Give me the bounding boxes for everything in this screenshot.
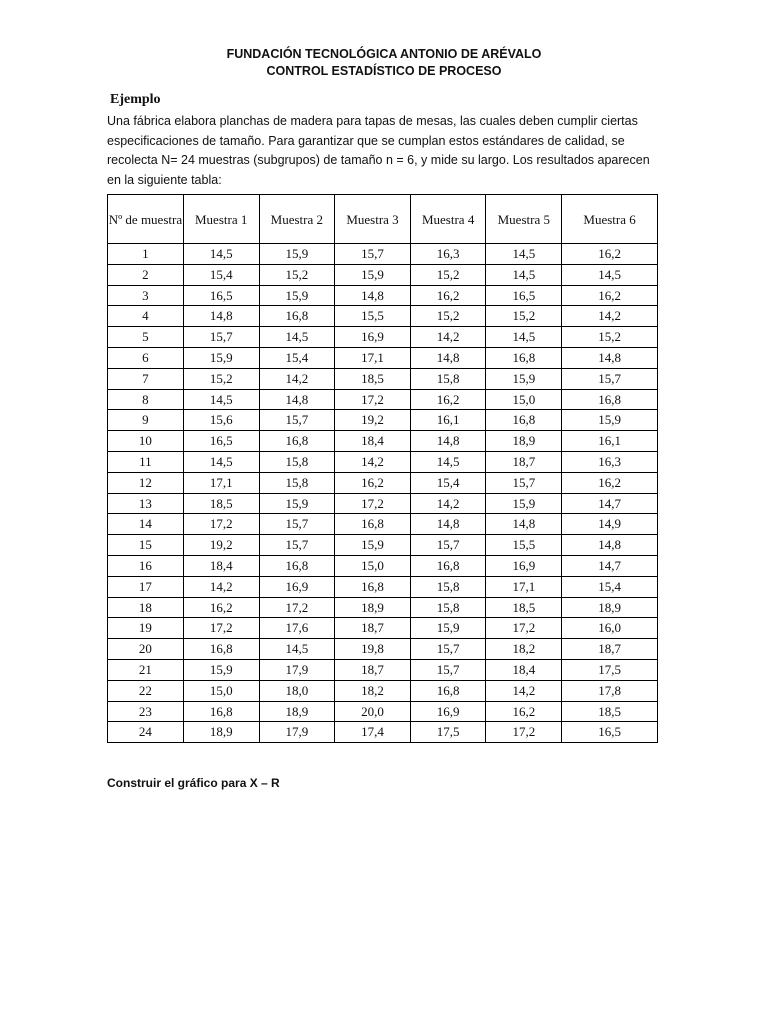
sample-number-cell: 1	[108, 244, 184, 265]
sample-number-cell: 4	[108, 306, 184, 327]
sample-number-cell: 24	[108, 722, 184, 743]
measurement-cell: 14,8	[259, 389, 335, 410]
measurement-cell: 17,9	[259, 722, 335, 743]
measurement-cell: 16,8	[562, 389, 658, 410]
measurement-cell: 14,7	[562, 555, 658, 576]
measurement-cell: 14,2	[183, 576, 259, 597]
column-header-muestra-3: Muestra 3	[335, 195, 411, 244]
measurement-cell: 17,1	[183, 472, 259, 493]
measurement-cell: 19,2	[183, 535, 259, 556]
samples-table	[107, 194, 658, 743]
table-row	[108, 472, 658, 493]
measurement-cell: 15,7	[410, 535, 486, 556]
measurement-cell: 17,2	[335, 389, 411, 410]
measurement-cell: 16,2	[562, 244, 658, 265]
measurement-cell: 16,8	[410, 555, 486, 576]
measurement-cell: 18,7	[486, 451, 562, 472]
section-title: Ejemplo	[110, 92, 161, 107]
measurement-cell: 15,8	[410, 576, 486, 597]
table-row	[108, 639, 658, 660]
measurement-cell: 15,8	[259, 472, 335, 493]
measurement-cell: 15,7	[562, 368, 658, 389]
measurement-cell: 16,1	[410, 410, 486, 431]
measurement-cell: 14,9	[562, 514, 658, 535]
sample-number-cell: 11	[108, 451, 184, 472]
sample-number-cell: 14	[108, 514, 184, 535]
measurement-cell: 14,2	[259, 368, 335, 389]
table-header-row	[108, 195, 658, 244]
measurement-cell: 18,9	[486, 431, 562, 452]
measurement-cell: 15,9	[562, 410, 658, 431]
measurement-cell: 16,1	[562, 431, 658, 452]
measurement-cell: 16,5	[183, 285, 259, 306]
column-header-muestra-1: Muestra 1	[183, 195, 259, 244]
sample-number-cell: 12	[108, 472, 184, 493]
sample-number-cell: 13	[108, 493, 184, 514]
table-row	[108, 514, 658, 535]
measurement-cell: 15,9	[183, 347, 259, 368]
sample-number-cell: 16	[108, 555, 184, 576]
measurement-cell: 14,5	[486, 264, 562, 285]
table-row	[108, 451, 658, 472]
measurement-cell: 18,7	[562, 639, 658, 660]
column-header-sample-number: Nº de muestra	[108, 195, 184, 244]
measurement-cell: 15,2	[486, 306, 562, 327]
measurement-cell: 15,9	[259, 493, 335, 514]
measurement-cell: 15,0	[486, 389, 562, 410]
document-header	[0, 46, 768, 80]
measurement-cell: 15,4	[183, 264, 259, 285]
measurement-cell: 19,2	[335, 410, 411, 431]
measurement-cell: 16,2	[183, 597, 259, 618]
measurement-cell: 18,9	[335, 597, 411, 618]
measurement-cell: 14,5	[486, 327, 562, 348]
measurement-cell: 15,2	[410, 306, 486, 327]
measurement-cell: 15,9	[183, 659, 259, 680]
measurement-cell: 17,9	[259, 659, 335, 680]
institution-name: FUNDACIÓN TECNOLÓGICA ANTONIO DE ARÉVALO	[226, 47, 542, 61]
measurement-cell: 15,9	[486, 493, 562, 514]
table-row	[108, 722, 658, 743]
sample-number-cell: 10	[108, 431, 184, 452]
measurement-cell: 18,7	[335, 659, 411, 680]
table-row	[108, 327, 658, 348]
measurement-cell: 14,2	[335, 451, 411, 472]
measurement-cell: 14,5	[183, 389, 259, 410]
measurement-cell: 20,0	[335, 701, 411, 722]
table-body	[108, 244, 658, 743]
sample-number-cell: 21	[108, 659, 184, 680]
measurement-cell: 15,7	[410, 639, 486, 660]
measurement-cell: 14,8	[486, 514, 562, 535]
sample-number-cell: 17	[108, 576, 184, 597]
measurement-cell: 18,4	[335, 431, 411, 452]
measurement-cell: 15,7	[259, 410, 335, 431]
column-header-muestra-4: Muestra 4	[410, 195, 486, 244]
measurement-cell: 14,2	[562, 306, 658, 327]
table-row	[108, 597, 658, 618]
measurement-cell: 15,7	[486, 472, 562, 493]
measurement-cell: 14,7	[562, 493, 658, 514]
measurement-cell: 18,2	[335, 680, 411, 701]
measurement-cell: 18,5	[335, 368, 411, 389]
measurement-cell: 16,9	[486, 555, 562, 576]
measurement-cell: 17,1	[335, 347, 411, 368]
measurement-cell: 15,2	[183, 368, 259, 389]
measurement-cell: 14,5	[183, 244, 259, 265]
measurement-cell: 16,8	[259, 555, 335, 576]
table-row	[108, 701, 658, 722]
measurement-cell: 16,9	[259, 576, 335, 597]
measurement-cell: 16,2	[335, 472, 411, 493]
measurement-cell: 16,2	[410, 285, 486, 306]
course-title: CONTROL ESTADÍSTICO DE PROCESO	[266, 64, 502, 78]
sample-number-cell: 3	[108, 285, 184, 306]
measurement-cell: 17,5	[410, 722, 486, 743]
measurement-cell: 15,4	[410, 472, 486, 493]
measurement-cell: 17,2	[183, 618, 259, 639]
measurement-cell: 14,8	[410, 514, 486, 535]
measurement-cell: 17,4	[335, 722, 411, 743]
measurement-cell: 17,2	[259, 597, 335, 618]
measurement-cell: 18,7	[335, 618, 411, 639]
measurement-cell: 16,8	[335, 514, 411, 535]
measurement-cell: 15,9	[259, 244, 335, 265]
table-row	[108, 576, 658, 597]
measurement-cell: 18,9	[562, 597, 658, 618]
measurement-cell: 17,1	[486, 576, 562, 597]
measurement-cell: 16,8	[410, 680, 486, 701]
measurement-cell: 16,3	[410, 244, 486, 265]
table-row	[108, 306, 658, 327]
intro-paragraph: Una fábrica elabora planchas de madera para tapas de mesas, las cuales deben cumplir ciertas especificaciones de tamaño. Para garantizar que se cumplan estos estándares de calidad, se recolecta N= 24 muestras (subgrupos) de tamaño n = 6, y mide su largo. Los resultados aparecen en la siguiente tabla:	[107, 114, 650, 187]
sample-number-cell: 20	[108, 639, 184, 660]
measurement-cell: 16,8	[183, 701, 259, 722]
measurement-cell: 17,2	[486, 722, 562, 743]
measurement-cell: 16,8	[486, 410, 562, 431]
measurement-cell: 17,2	[486, 618, 562, 639]
table-row	[108, 659, 658, 680]
measurement-cell: 14,8	[410, 347, 486, 368]
measurement-cell: 17,8	[562, 680, 658, 701]
measurement-cell: 15,7	[259, 535, 335, 556]
measurement-cell: 14,8	[562, 347, 658, 368]
measurement-cell: 16,8	[486, 347, 562, 368]
measurement-cell: 18,4	[486, 659, 562, 680]
table-row	[108, 347, 658, 368]
measurement-cell: 15,7	[335, 244, 411, 265]
measurement-cell: 19,8	[335, 639, 411, 660]
measurement-cell: 14,5	[259, 327, 335, 348]
measurement-cell: 14,5	[259, 639, 335, 660]
measurement-cell: 14,8	[335, 285, 411, 306]
table-row	[108, 493, 658, 514]
measurement-cell: 16,5	[562, 722, 658, 743]
measurement-cell: 15,9	[335, 264, 411, 285]
measurement-cell: 16,2	[562, 472, 658, 493]
measurement-cell: 15,4	[562, 576, 658, 597]
instruction-text: Construir el gráfico para X – R	[107, 776, 280, 790]
measurement-cell: 14,2	[486, 680, 562, 701]
measurement-cell: 18,9	[259, 701, 335, 722]
sample-number-cell: 22	[108, 680, 184, 701]
measurement-cell: 16,8	[183, 639, 259, 660]
measurement-cell: 16,2	[486, 701, 562, 722]
measurement-cell: 18,5	[486, 597, 562, 618]
table-row	[108, 244, 658, 265]
table-row	[108, 618, 658, 639]
sample-number-cell: 9	[108, 410, 184, 431]
table-row	[108, 389, 658, 410]
table-row	[108, 431, 658, 452]
measurement-cell: 18,0	[259, 680, 335, 701]
measurement-cell: 16,8	[259, 431, 335, 452]
sample-number-cell: 18	[108, 597, 184, 618]
measurement-cell: 15,4	[259, 347, 335, 368]
measurement-cell: 18,5	[183, 493, 259, 514]
table-row	[108, 264, 658, 285]
table-row	[108, 535, 658, 556]
measurement-cell: 14,8	[410, 431, 486, 452]
column-header-muestra-6: Muestra 6	[562, 195, 658, 244]
measurement-cell: 15,7	[259, 514, 335, 535]
measurement-cell: 17,2	[183, 514, 259, 535]
measurement-cell: 15,9	[410, 618, 486, 639]
measurement-cell: 18,2	[486, 639, 562, 660]
measurement-cell: 15,2	[410, 264, 486, 285]
sample-number-cell: 7	[108, 368, 184, 389]
measurement-cell: 15,9	[335, 535, 411, 556]
measurement-cell: 16,5	[486, 285, 562, 306]
measurement-cell: 16,9	[410, 701, 486, 722]
table-row	[108, 555, 658, 576]
measurement-cell: 15,5	[486, 535, 562, 556]
measurement-cell: 14,5	[410, 451, 486, 472]
measurement-cell: 15,7	[410, 659, 486, 680]
measurement-cell: 15,0	[335, 555, 411, 576]
measurement-cell: 15,7	[183, 327, 259, 348]
measurement-cell: 15,0	[183, 680, 259, 701]
sample-number-cell: 8	[108, 389, 184, 410]
measurement-cell: 15,2	[259, 264, 335, 285]
measurement-cell: 18,4	[183, 555, 259, 576]
measurement-cell: 17,6	[259, 618, 335, 639]
sample-number-cell: 5	[108, 327, 184, 348]
table-row	[108, 410, 658, 431]
table-row	[108, 680, 658, 701]
measurement-cell: 15,9	[486, 368, 562, 389]
measurement-cell: 15,6	[183, 410, 259, 431]
table-row	[108, 285, 658, 306]
measurement-cell: 14,8	[183, 306, 259, 327]
measurement-cell: 17,5	[562, 659, 658, 680]
column-header-muestra-2: Muestra 2	[259, 195, 335, 244]
measurement-cell: 15,2	[562, 327, 658, 348]
measurement-cell: 18,9	[183, 722, 259, 743]
measurement-cell: 14,8	[562, 535, 658, 556]
measurement-cell: 15,8	[410, 597, 486, 618]
sample-number-cell: 23	[108, 701, 184, 722]
sample-number-cell: 15	[108, 535, 184, 556]
measurement-cell: 16,8	[335, 576, 411, 597]
sample-number-cell: 2	[108, 264, 184, 285]
measurement-cell: 16,5	[183, 431, 259, 452]
measurement-cell: 15,9	[259, 285, 335, 306]
measurement-cell: 16,9	[335, 327, 411, 348]
measurement-cell: 15,5	[335, 306, 411, 327]
measurement-cell: 18,5	[562, 701, 658, 722]
column-header-muestra-5: Muestra 5	[486, 195, 562, 244]
measurement-cell: 14,5	[486, 244, 562, 265]
measurement-cell: 15,8	[410, 368, 486, 389]
sample-number-cell: 19	[108, 618, 184, 639]
measurement-cell: 16,3	[562, 451, 658, 472]
sample-number-cell: 6	[108, 347, 184, 368]
measurement-cell: 17,2	[335, 493, 411, 514]
table-row	[108, 368, 658, 389]
measurement-cell: 14,2	[410, 493, 486, 514]
measurement-cell: 16,0	[562, 618, 658, 639]
measurement-cell: 16,2	[410, 389, 486, 410]
measurement-cell: 15,8	[259, 451, 335, 472]
measurement-cell: 16,8	[259, 306, 335, 327]
measurement-cell: 14,5	[183, 451, 259, 472]
measurement-cell: 16,2	[562, 285, 658, 306]
measurement-cell: 14,5	[562, 264, 658, 285]
measurement-cell: 14,2	[410, 327, 486, 348]
